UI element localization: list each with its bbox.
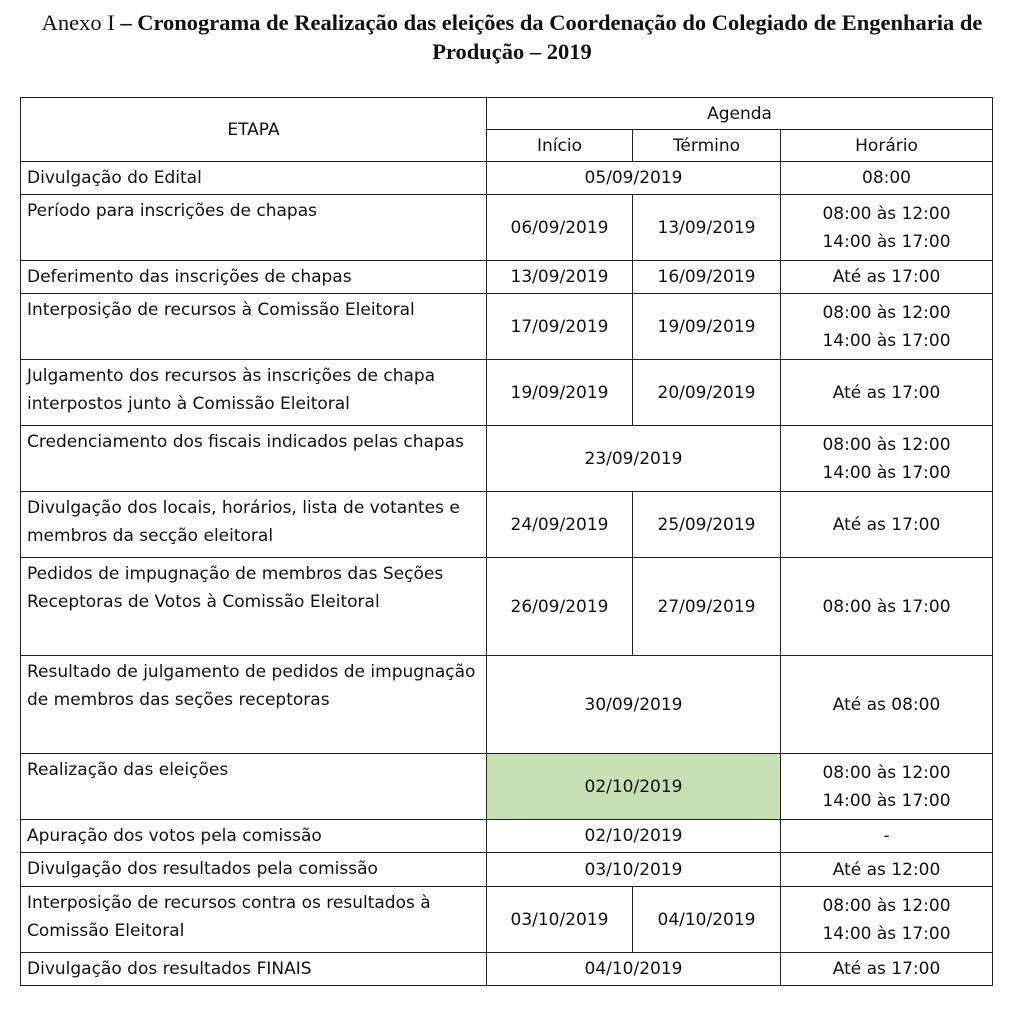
date-cell: 23/09/2019 — [487, 426, 781, 492]
horario-cell: Até as 12:00 — [781, 853, 993, 887]
header-agenda: Agenda — [487, 98, 993, 130]
etapa-cell: Período para inscrições de chapas — [21, 195, 487, 261]
inicio-cell: 06/09/2019 — [487, 195, 633, 261]
horario-cell: 08:00 — [781, 162, 993, 195]
etapa-cell: Interposição de recursos à Comissão Eleitoral — [21, 294, 487, 360]
etapa-cell: Pedidos de impugnação de membros das Seções Receptoras de Votos à Comissão Eleitoral — [21, 558, 487, 656]
termino-cell: 19/09/2019 — [633, 294, 781, 360]
horario-cell: 08:00 às 12:00 14:00 às 17:00 — [781, 426, 993, 492]
etapa-cell: Divulgação do Edital — [21, 162, 487, 195]
date-cell: 02/10/2019 — [487, 754, 781, 820]
table-row — [21, 426, 993, 492]
termino-cell: 25/09/2019 — [633, 492, 781, 558]
table-row — [21, 887, 993, 953]
etapa-cell: Apuração dos votos pela comissão — [21, 820, 487, 853]
horario-cell: 08:00 às 17:00 — [781, 558, 993, 656]
etapa-cell: Credenciamento dos fiscais indicados pelas chapas — [21, 426, 487, 492]
table-row — [21, 953, 993, 986]
etapa-cell: Divulgação dos resultados pela comissão — [21, 853, 487, 887]
etapa-cell: Realização das eleições — [21, 754, 487, 820]
table-row — [21, 162, 993, 195]
date-cell: 02/10/2019 — [487, 820, 781, 853]
table-row — [21, 656, 993, 754]
horario-cell: Até as 17:00 — [781, 360, 993, 426]
header-etapa: ETAPA — [21, 98, 487, 162]
table-row — [21, 558, 993, 656]
termino-cell: 16/09/2019 — [633, 261, 781, 294]
title-bold: – Cronograma de Realização das eleições da Coordenação do Colegiado de Engenharia de Produção – 2019 — [114, 10, 983, 64]
horario-cell: Até as 08:00 — [781, 656, 993, 754]
termino-cell: 27/09/2019 — [633, 558, 781, 656]
document-title — [0, 8, 1024, 66]
termino-cell: 04/10/2019 — [633, 887, 781, 953]
etapa-cell: Deferimento das inscrições de chapas — [21, 261, 487, 294]
table-row — [21, 261, 993, 294]
horario-cell: 08:00 às 12:00 14:00 às 17:00 — [781, 294, 993, 360]
horario-cell: - — [781, 820, 993, 853]
etapa-cell: Resultado de julgamento de pedidos de impugnação de membros das seções receptoras — [21, 656, 487, 754]
title-lead: Anexo I — [41, 10, 115, 35]
table-row — [21, 195, 993, 261]
horario-cell: 08:00 às 12:00 14:00 às 17:00 — [781, 887, 993, 953]
etapa-cell: Divulgação dos resultados FINAIS — [21, 953, 487, 986]
header-horario: Horário — [781, 130, 993, 162]
horario-cell: Até as 17:00 — [781, 492, 993, 558]
etapa-cell: Divulgação dos locais, horários, lista de votantes e membros da secção eleitoral — [21, 492, 487, 558]
horario-cell: 08:00 às 12:00 14:00 às 17:00 — [781, 195, 993, 261]
inicio-cell: 26/09/2019 — [487, 558, 633, 656]
table-row — [21, 754, 993, 820]
table-row — [21, 820, 993, 853]
etapa-cell: Interposição de recursos contra os resultados à Comissão Eleitoral — [21, 887, 487, 953]
horario-cell: 08:00 às 12:00 14:00 às 17:00 — [781, 754, 993, 820]
termino-cell: 20/09/2019 — [633, 360, 781, 426]
date-cell: 30/09/2019 — [487, 656, 781, 754]
table-row — [21, 853, 993, 887]
inicio-cell: 13/09/2019 — [487, 261, 633, 294]
etapa-cell: Julgamento dos recursos às inscrições de chapa interpostos junto à Comissão Eleitoral — [21, 360, 487, 426]
inicio-cell: 17/09/2019 — [487, 294, 633, 360]
horario-cell: Até as 17:00 — [781, 953, 993, 986]
termino-cell: 13/09/2019 — [633, 195, 781, 261]
table-row — [21, 492, 993, 558]
date-cell: 03/10/2019 — [487, 853, 781, 887]
table-row — [21, 294, 993, 360]
header-termino: Término — [633, 130, 781, 162]
table-row — [21, 360, 993, 426]
date-cell: 04/10/2019 — [487, 953, 781, 986]
schedule-table — [20, 97, 993, 986]
date-cell: 05/09/2019 — [487, 162, 781, 195]
header-inicio: Início — [487, 130, 633, 162]
inicio-cell: 03/10/2019 — [487, 887, 633, 953]
inicio-cell: 24/09/2019 — [487, 492, 633, 558]
inicio-cell: 19/09/2019 — [487, 360, 633, 426]
horario-cell: Até as 17:00 — [781, 261, 993, 294]
